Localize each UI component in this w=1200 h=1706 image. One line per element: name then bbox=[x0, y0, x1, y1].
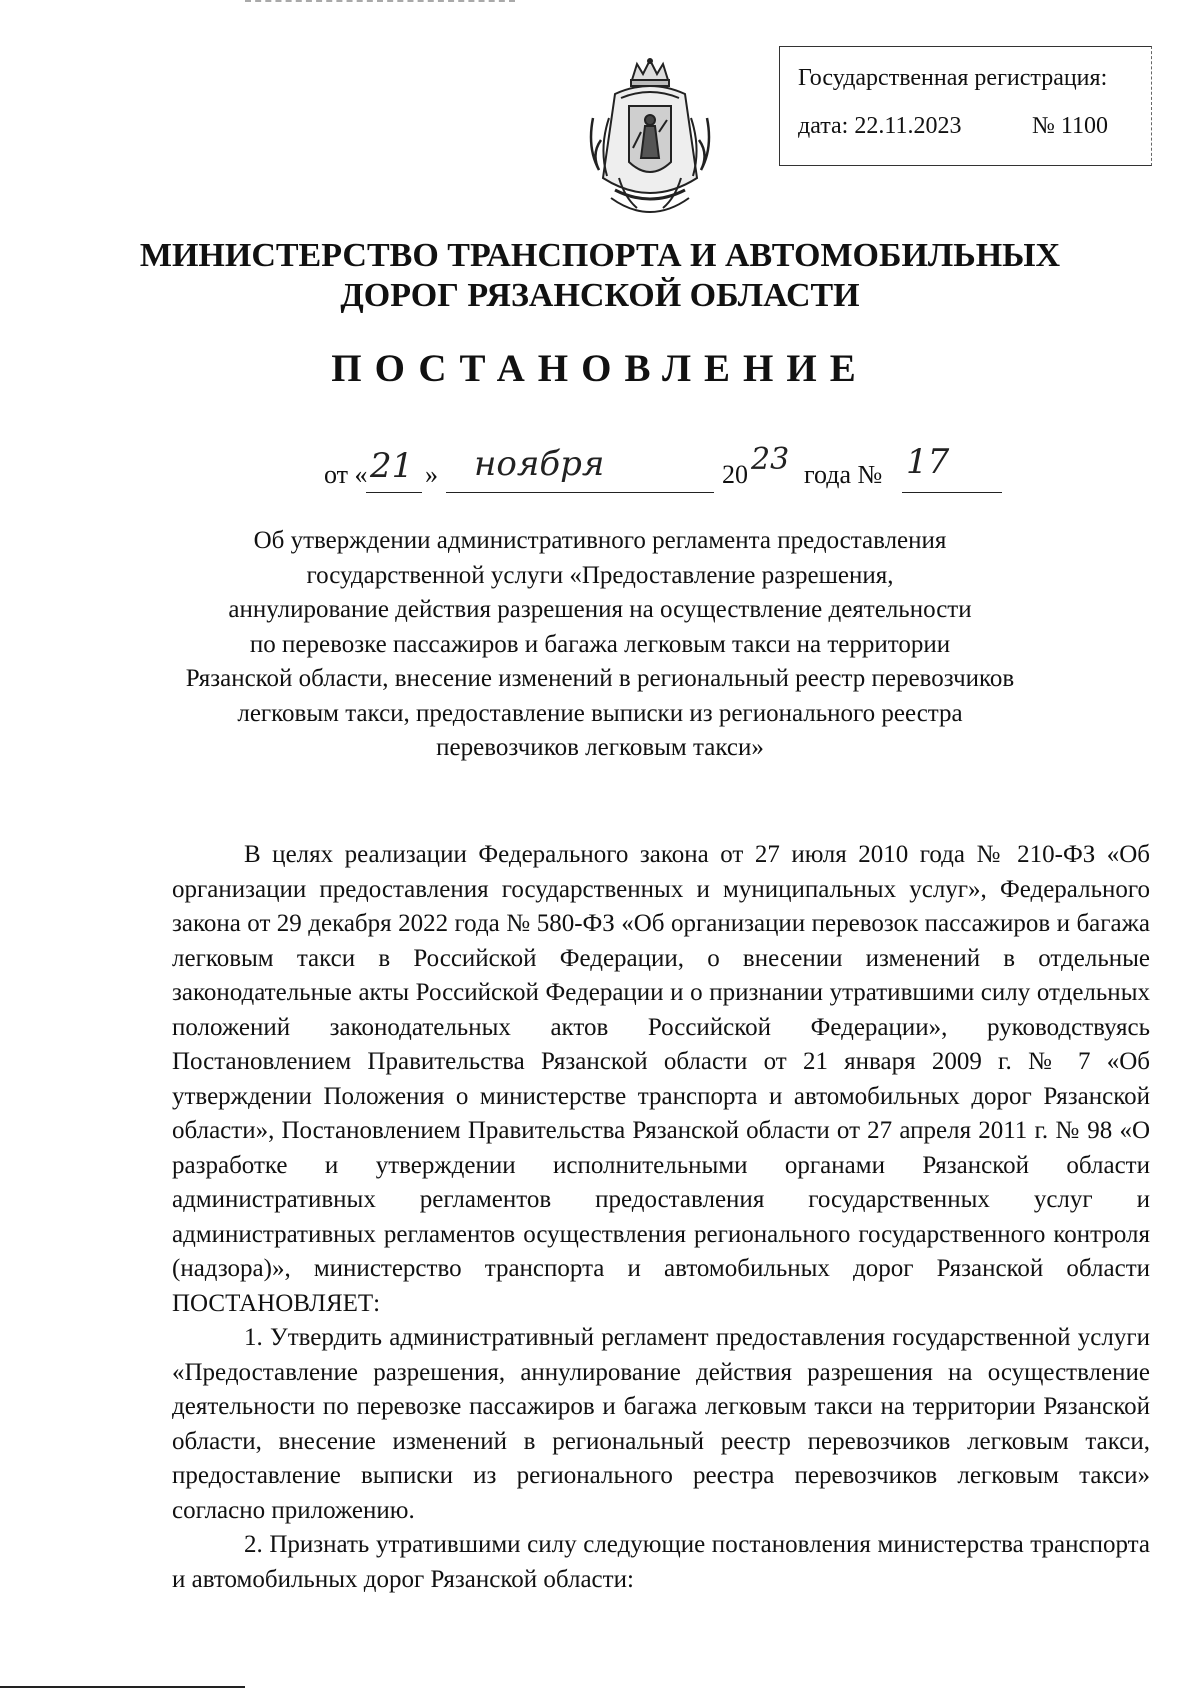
handwritten-decree-number: 17 bbox=[906, 442, 950, 482]
year-word-number-label: года № bbox=[804, 460, 883, 489]
handwritten-month: ноября bbox=[474, 444, 605, 484]
handwritten-day: 21 bbox=[370, 446, 414, 486]
ministry-name-line: ДОРОГ РЯЗАНСКОЙ ОБЛАСТИ bbox=[340, 277, 860, 314]
decree-subject bbox=[150, 524, 1050, 766]
scan-artifact-top bbox=[245, 0, 515, 5]
preamble-paragraph: В целях реализации Федерального закона от 27 июля 2010 года № 210-ФЗ «Об организации предоставления государственных и муниципальных услуг», Федерального закона от 29 декабря 2022 года № 580-ФЗ «Об организации перевозок пассажиров и багажа легковым такси в Российской Федерации, о внесении изменений в отдельные законодательные акты Российской Федерации и о признании утратившими силу отдельных положений законодательных актов Российской Федерации», руководствуясь Постановлением Правительства Рязанской области от 21 января 2009 г. № 7 «Об утверждении Положения о министерстве транспорта и автомобильных дорог Рязанской области», Постановлением Правительства Рязанской области от 27 апреля 2011 г. № 98 «О разработке и утверждении исполнительными органами Рязанской области административных регламентов предоставления государственных услуг и административных регламентов осуществления регионального государственного контроля (надзора)», министерство транспорта и автомобильных дорог Рязанской области ПОСТАНОВЛЯЕТ: bbox=[172, 841, 1150, 1317]
registration-number: № 1100 bbox=[1032, 113, 1109, 139]
ministry-name bbox=[0, 236, 1200, 316]
subject-line: аннулирование действия разрешения на осуществление деятельности bbox=[228, 596, 972, 623]
subject-line: Об утверждении административного регламента предоставления bbox=[253, 527, 947, 554]
registration-date: дата: 22.11.2023 bbox=[798, 113, 962, 139]
subject-line: перевозчиков легковым такси» bbox=[436, 734, 764, 761]
clause-2-paragraph: 2. Признать утратившими силу следующие постановления министерства транспорта и автомобильных дорог Рязанской области: bbox=[172, 1531, 1150, 1593]
decree-date-line bbox=[324, 442, 1024, 500]
document-type-title: ПОСТАНОВЛЕНИЕ bbox=[331, 347, 869, 390]
day-underline bbox=[366, 492, 422, 493]
clause-1-paragraph: 1. Утвердить административный регламент предоставления государственной услуги «Предоставление разрешения, аннулирование действия разрешения на осуществление деятельности по перевозке пассажиров и багажа легковым такси на территории Рязанской области, внесение изменений в региональный реестр перевозчиков легковым такси, предоставление выписки из регионального реестра перевозчиков легковым такси» согласно приложению. bbox=[172, 1324, 1150, 1524]
handwritten-year: 23 bbox=[751, 442, 790, 477]
subject-line: государственной услуги «Предоставление разрешения, bbox=[306, 561, 894, 589]
subject-line: по перевозке пассажиров и багажа легковым такси на территории bbox=[249, 630, 951, 658]
ministry-name-line: МИНИСТЕРСТВО ТРАНСПОРТА И АВТОМОБИЛЬНЫХ bbox=[139, 237, 1061, 274]
year-prefix: 20 bbox=[722, 460, 748, 489]
month-underline bbox=[446, 492, 714, 493]
date-prefix: от « bbox=[324, 460, 368, 489]
subject-line: легковым такси, предоставление выписки из регионального реестра bbox=[237, 699, 963, 727]
coat-of-arms-emblem bbox=[585, 58, 715, 226]
state-registration-stamp bbox=[779, 46, 1152, 166]
scan-artifact-bottom bbox=[0, 1686, 245, 1688]
date-quote-close: » bbox=[425, 460, 438, 489]
subject-line: Рязанской области, внесение изменений в региональный реестр перевозчиков bbox=[185, 665, 1015, 692]
registration-title: Государственная регистрация: bbox=[798, 65, 1108, 91]
number-underline bbox=[902, 492, 1002, 493]
decree-body bbox=[172, 838, 1150, 1597]
